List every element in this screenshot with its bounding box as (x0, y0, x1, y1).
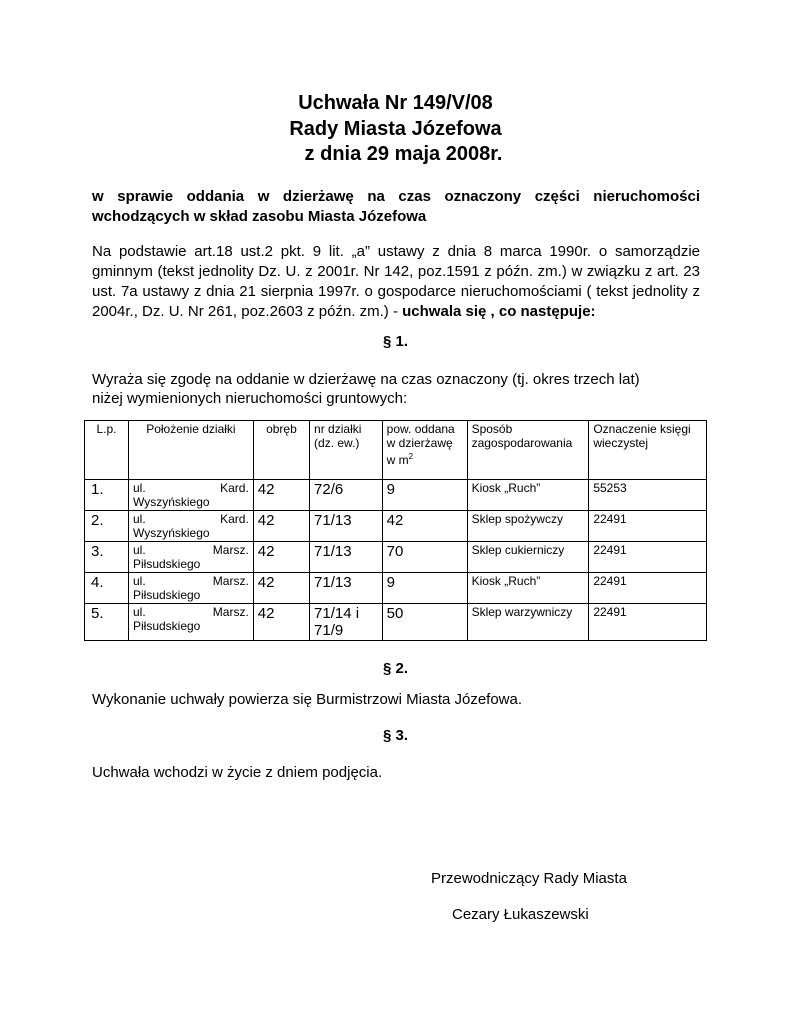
cell-location (128, 573, 253, 604)
cell-location-title: Marsz. (212, 543, 249, 557)
header-parcel-number: nr działki (dz. ew.) (310, 421, 383, 480)
cell-usage: Kiosk „Ruch” (467, 573, 589, 604)
cell-land-register: 22491 (589, 542, 707, 573)
legal-basis-text: Na podstawie art.18 ust.2 pkt. 9 lit. „a” ustawy z dnia 8 marca 1990r. o samorządzie gminnym (tekst jednolity Dz. U. z 2001r. Nr 142, poz.1591 z późn. zm.) w związku z art. 23 ust. 7a ustawy z dnia 21 sierpnia 1997r. o gospodarce nieruchomościami ( tekst jednolity z 2004r., Dz. U. Nr 261, poz.2603 z późn. zm.) - (92, 243, 700, 320)
cell-location-prefix: ul. (132, 543, 146, 557)
header-area-text: pow. oddana w dzierżawę w m (386, 422, 455, 467)
cell-location (128, 480, 253, 511)
cell-parcel-number: 71/14 i 71/9 (310, 604, 383, 641)
signature-name: Cezary Łukaszewski (452, 906, 589, 923)
resolution-date: z dnia 29 maja 2008r. (304, 143, 503, 165)
council-name: Rady Miasta Józefowa (289, 118, 502, 140)
section-2-text: Wykonanie uchwały powierza się Burmistrzowi Miasta Józefowa. (92, 691, 523, 708)
resolution-subject: w sprawie oddania w dzierżawę na czas oznaczony części nieruchomości wchodzących w skład zasobu Miasta Józefowa (92, 188, 700, 225)
cell-area: 50 (382, 604, 467, 641)
cell-lp: 5. (85, 604, 129, 641)
cell-area: 42 (382, 511, 467, 542)
cell-obreb: 42 (253, 511, 309, 542)
cell-location-name: Piłsudskiego (132, 588, 201, 602)
legal-basis-enacting: uchwala się , co następuje: (402, 303, 596, 320)
parcels-table (84, 420, 707, 641)
cell-location-title: Kard. (220, 512, 249, 526)
cell-usage: Sklep warzywniczy (467, 604, 589, 641)
cell-parcel-number: 71/13 (310, 573, 383, 604)
header-land-register: Oznaczenie księgi wieczystej (589, 421, 707, 480)
header-location: Położenie działki (128, 421, 253, 480)
cell-location-title: Marsz. (212, 605, 249, 619)
cell-area: 9 (382, 480, 467, 511)
section-1-heading: § 1. (382, 333, 409, 350)
cell-location-prefix: ul. (132, 512, 146, 526)
cell-location-name: Piłsudskiego (132, 619, 201, 633)
cell-location-title: Kard. (220, 481, 249, 495)
cell-land-register: 55253 (589, 480, 707, 511)
table-row (85, 480, 707, 511)
cell-land-register: 22491 (589, 511, 707, 542)
cell-parcel-number: 71/13 (310, 542, 383, 573)
table-header-row (85, 421, 707, 480)
header-area-sup: 2 (408, 452, 414, 461)
cell-area: 9 (382, 573, 467, 604)
header-usage: Sposób zagospodarowania (467, 421, 589, 480)
section-1-text-line2: niżej wymienionych nieruchomości gruntowych: (92, 390, 408, 407)
header-area (382, 421, 467, 480)
cell-location-prefix: ul. (132, 481, 146, 495)
legal-basis (92, 242, 700, 322)
cell-lp: 4. (85, 573, 129, 604)
cell-lp: 1. (85, 480, 129, 511)
cell-location-name: Wyszyńskiego (132, 495, 210, 509)
header-lp: L.p. (85, 421, 129, 480)
cell-location-name: Piłsudskiego (132, 557, 201, 571)
section-3-text: Uchwała wchodzi w życie z dniem podjęcia. (92, 764, 383, 781)
table-row (85, 573, 707, 604)
cell-location-name: Wyszyńskiego (132, 526, 210, 540)
resolution-title: Uchwała Nr 149/V/08 (298, 92, 493, 114)
cell-obreb: 42 (253, 604, 309, 641)
cell-usage: Sklep cukierniczy (467, 542, 589, 573)
cell-usage: Sklep spożywczy (467, 511, 589, 542)
cell-lp: 3. (85, 542, 129, 573)
cell-location (128, 511, 253, 542)
cell-parcel-number: 72/6 (310, 480, 383, 511)
cell-usage: Kiosk „Ruch” (467, 480, 589, 511)
cell-obreb: 42 (253, 480, 309, 511)
cell-location-prefix: ul. (132, 574, 146, 588)
section-3-heading: § 3. (382, 727, 409, 744)
cell-obreb: 42 (253, 573, 309, 604)
cell-location-prefix: ul. (132, 605, 146, 619)
signature-role: Przewodniczący Rady Miasta (431, 870, 627, 887)
table-row (85, 542, 707, 573)
cell-obreb: 42 (253, 542, 309, 573)
cell-location-title: Marsz. (212, 574, 249, 588)
cell-location (128, 542, 253, 573)
cell-area: 70 (382, 542, 467, 573)
table-row (85, 604, 707, 641)
cell-land-register: 22491 (589, 573, 707, 604)
table-row (85, 511, 707, 542)
section-2-heading: § 2. (382, 660, 409, 677)
cell-location (128, 604, 253, 641)
cell-land-register: 22491 (589, 604, 707, 641)
cell-lp: 2. (85, 511, 129, 542)
section-1-text-line1: Wyraża się zgodę na oddanie w dzierżawę na czas oznaczony (tj. okres trzech lat) (92, 371, 640, 388)
header-obreb: obręb (253, 421, 309, 480)
cell-parcel-number: 71/13 (310, 511, 383, 542)
